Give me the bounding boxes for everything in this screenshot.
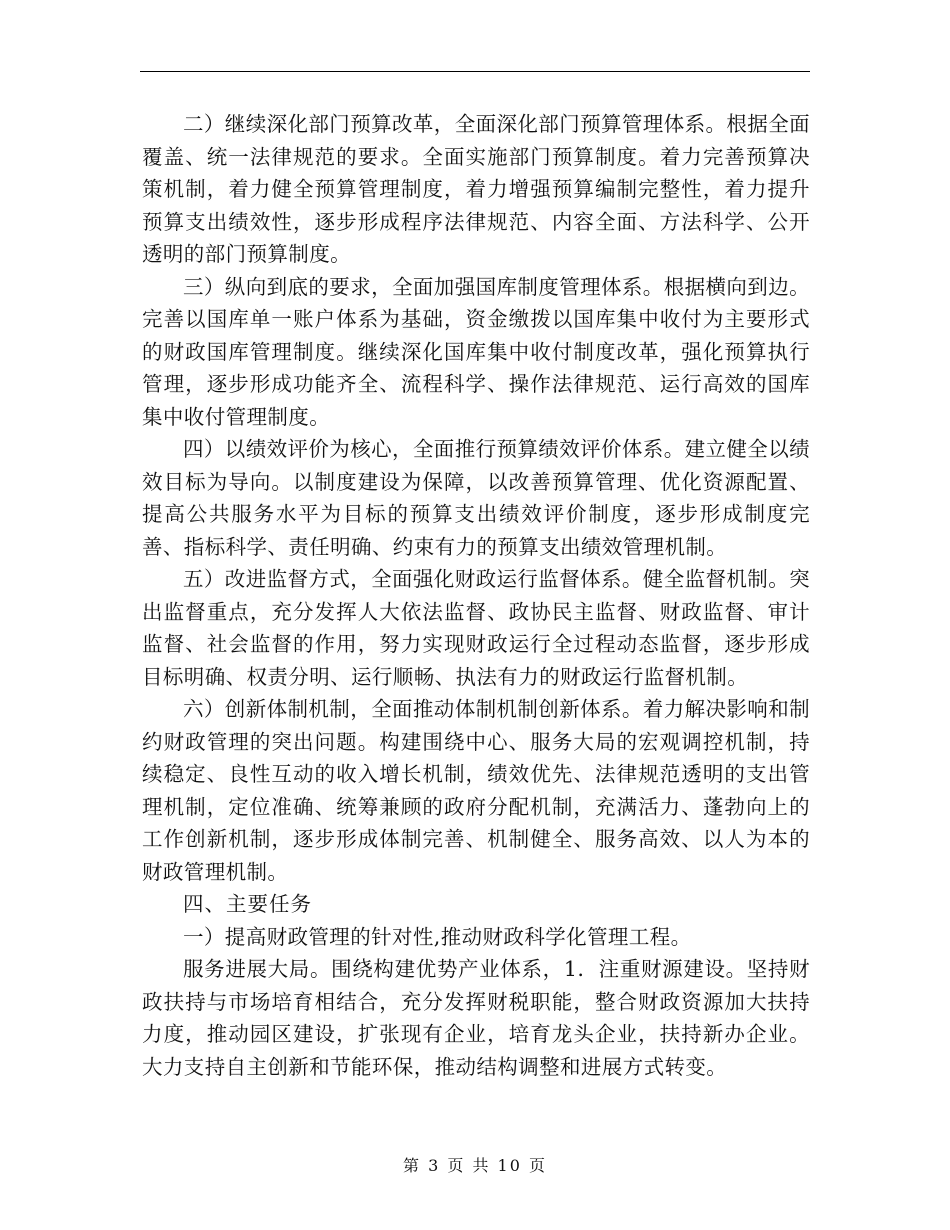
paragraph-innovation: 六）创新体制机制，全面推动体制机制创新体系。着力解决影响和制约财政管理的突出问题。构建围绕中心、服务大局的宏观调控机制，持续稳定、良性互动的收入增长机制，绩效优先、法律规范透明的支出管理机制，定位准确、统筹兼顾的政府分配机制，充满活力、蓬勃向上的工作创新机制，逐步形成体制完善、机制健全、服务高效、以人为本的财政管理机制。 xyxy=(142,697,810,884)
section-heading-main-tasks: 四、主要任务 xyxy=(183,892,312,916)
header-rule xyxy=(140,71,810,72)
paragraph-treasury-system: 三）纵向到底的要求，全面加强国库制度管理体系。根据横向到边。完善以国库单一账户体系为基础，资金缴拨以国库集中收付为主要形式的财政国库管理制度。继续深化国库集中收付制度改革，强化预算执行管理，逐步形成功能齐全、流程科学、操作法律规范、运行高效的国库集中收付管理制度。 xyxy=(142,274,810,429)
page-number: 第 3 页 共 10 页 xyxy=(403,1156,547,1175)
document-body xyxy=(142,108,810,1083)
paragraph-supervision: 五）改进监督方式，全面强化财政运行监督体系。健全监督机制。突出监督重点，充分发挥人大依法监督、政协民主监督、财政监督、审计监督、社会监督的作用，努力实现财政运行全过程动态监督，逐步形成目标明确、权责分明、运行顺畅、执法有力的财政运行监督机制。 xyxy=(142,567,810,689)
paragraph-financial-sources: 服务进展大局。围绕构建优势产业体系，1．注重财源建设。坚持财政扶持与市场培育相结合，充分发挥财税职能，整合财政资源加大扶持力度，推动园区建设，扩张现有企业，培育龙头企业，扶持新办企业。大力支持自主创新和节能环保，推动结构调整和进展方式转变。 xyxy=(142,957,810,1079)
paragraph-budget-reform: 二）继续深化部门预算改革，全面深化部门预算管理体系。根据全面覆盖、统一法律规范的要求。全面实施部门预算制度。着力完善预算决策机制，着力健全预算管理制度，着力增强预算编制完整性，着力提升预算支出绩效性，逐步形成程序法律规范、内容全面、方法科学、公开透明的部门预算制度。 xyxy=(142,112,810,266)
subsection-heading-scientific-management: 一）提高财政管理的针对性,推动财政科学化管理工程。 xyxy=(183,924,692,949)
paragraph-performance-evaluation: 四）以绩效评价为核心，全面推行预算绩效评价体系。建立健全以绩效目标为导向。以制度建设为保障，以改善预算管理、优化资源配置、提高公共服务水平为目标的预算支出绩效评价制度，逐步形成制度完善、指标科学、责任明确、约束有力的预算支出绩效管理机制。 xyxy=(142,437,810,559)
